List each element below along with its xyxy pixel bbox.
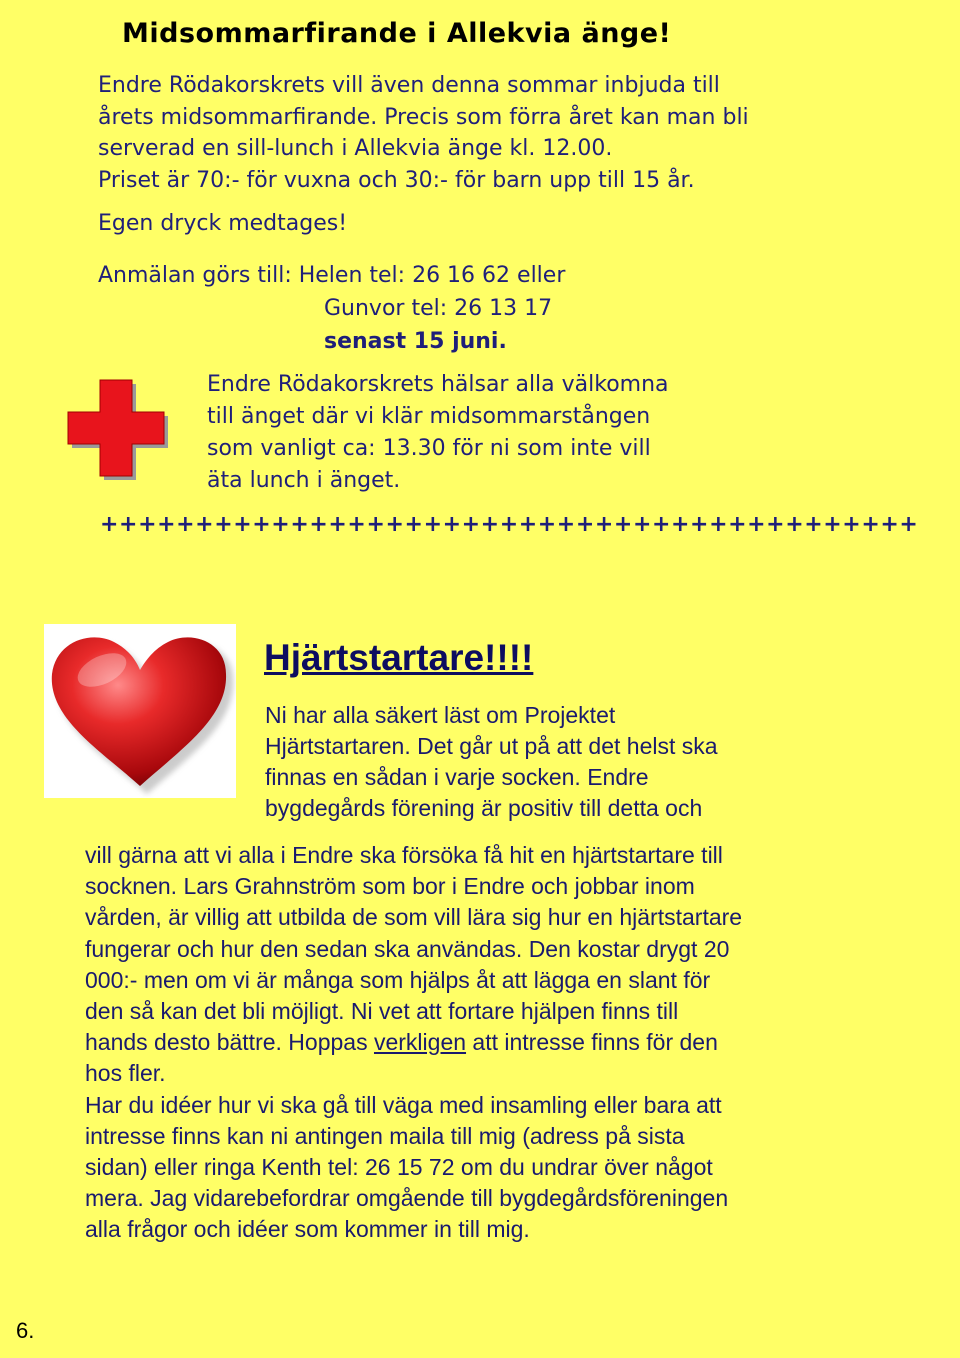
intro-line: Endre Rödakorskrets vill även denna sommar inbjuda till [98, 73, 720, 98]
text-line: vill gärna att vi alla i Endre ska försöka få hit en hjärtstartare till [85, 842, 723, 868]
text-line: bygdegårds förening är positiv till detta och [265, 795, 703, 821]
text-line: finnas en sådan i varje socken. Endre [265, 764, 649, 790]
intro-line: serverad en sill-lunch i Allekvia änge kl. 12.00. [98, 136, 613, 161]
midsommar-title: Midsommarfirande i Allekvia änge! [122, 18, 672, 49]
midsommar-intro [98, 70, 858, 196]
underlined-word: verkligen [373, 1029, 467, 1056]
text-line: sidan) eller ringa Kenth tel: 26 15 72 om du undrar över något [85, 1154, 713, 1181]
greeting [207, 369, 669, 497]
signup-deadline: senast 15 juni. [324, 329, 507, 354]
red-cross-icon [66, 378, 168, 480]
signup-info [98, 259, 565, 358]
heart-icon [44, 624, 236, 798]
intro-line: Priset är 70:- för vuxna och 30:- för barn upp till 15 år. [98, 167, 695, 193]
hjartstartare-intro [265, 700, 718, 824]
intro-line: årets midsommarfirande. Precis som förra året kan man bli [98, 104, 749, 130]
greeting-line: till änget där vi klär midsommarstången [207, 404, 651, 429]
drink-note: Egen dryck medtages! [98, 211, 348, 236]
text-line [85, 1027, 742, 1058]
text-line: fungerar och hur den sedan ska användas. Den kostar drygt 20 [85, 935, 730, 962]
greeting-line: som vanligt ca: 13.30 för ni som inte vill [207, 436, 651, 461]
text-line: Ni har alla säkert läst om Projektet [265, 702, 616, 728]
hjartstartare-title: Hjärtstartare!!!! [264, 637, 534, 678]
hjartstartare-body [85, 840, 742, 1246]
text-line: mera. Jag vidarebefordrar omgående till bygdegårdsföreningen [85, 1185, 729, 1212]
text-line: Har du idéer hur vi ska gå till väga med insamling eller bara att [85, 1091, 722, 1118]
heart-picture [44, 624, 236, 798]
text-segment: hands desto bättre. Hoppas [85, 1029, 374, 1056]
text-line: den så kan det bli möjligt. Ni vet att fortare hjälpen finns till [85, 998, 679, 1025]
signup-line-gunvor: Gunvor tel: 26 13 17 [324, 296, 553, 321]
text-segment: att intresse finns för den [466, 1029, 718, 1056]
text-line: intresse finns kan ni antingen maila till mig (adress på sista [85, 1122, 685, 1149]
text-line: hos fler. [85, 1060, 166, 1087]
separator-line: +++++++++++++++++++++++++++++++++++++++++++ [100, 512, 919, 537]
text-line: socknen. Lars Grahnström som bor i Endre och jobbar inom [85, 873, 695, 900]
text-line: Hjärtstartaren. Det går ut på att det helst ska [265, 733, 718, 759]
text-line: 000:- men om vi är många som hjälps åt att lägga en slant för [85, 966, 711, 993]
page-number: 6. [16, 1318, 35, 1343]
greeting-line: Endre Rödakorskrets hälsar alla välkomna [207, 372, 669, 397]
signup-line-helen: Anmälan görs till: Helen tel: 26 16 62 eller [98, 263, 566, 288]
text-line: vården, är villig att utbilda de som vill lära sig hur en hjärtstartare [85, 904, 743, 931]
greeting-line: äta lunch i änget. [207, 468, 401, 493]
text-line: alla frågor och idéer som kommer in till mig. [85, 1216, 530, 1243]
